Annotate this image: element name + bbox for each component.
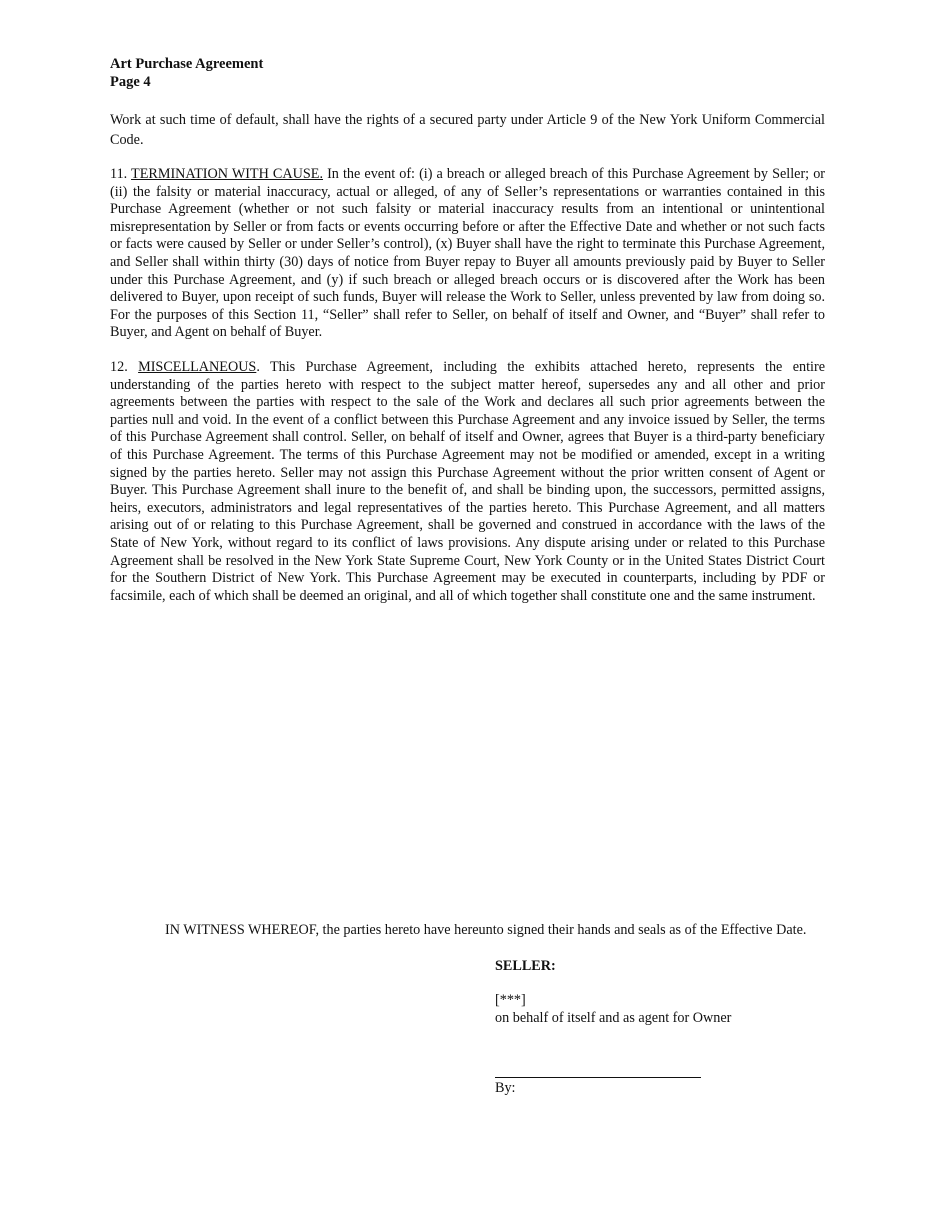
section-11-number: 11.: [110, 166, 132, 182]
page-header: [110, 55, 263, 91]
seller-label: SELLER:: [495, 958, 556, 974]
section-11-heading: TERMINATION WITH CAUSE.: [131, 166, 323, 182]
section-12-body: . This Purchase Agreement, including the exhibits attached hereto, represents the entire understanding of the parties hereto with respect to the subject matter hereof, supersedes any and all other and prior agreements between the parties with respect to the sale of the Work and declares all such prior agreements between the parties null and void. In the event of a conflict between this Purchase Agreement and any invoice issued by Seller, the terms of this Purchase Agreement shall control. Seller, on behalf of itself and Owner, agrees that Buyer is a third-party beneficiary of this Purchase Agreement. The terms of this Purchase Agreement may not be modified or amended, except in a writing signed by the parties hereto. Seller may not assign this Purchase Agreement without the prior written consent of Agent or Buyer. This Purchase Agreement shall inure to the benefit of, and shall be binding upon, the successors, permitted assigns, heirs, executors, administrators and legal representatives of the parties hereto. This Purchase Agreement, and all matters arising out of or relating to this Purchase Agreement, shall be governed and construed in accordance with the laws of the State of New York, without regard to its conflict of laws provisions. Any dispute arising under or related to this Purchase Agreement shall be resolved in the New York State Supreme Court, New York County or in the United States District Court for the Southern District of New York. This Purchase Agreement may be executed in counterparts, including by PDF or facsimile, each of which shall be deemed an original, and all of which together shall constitute one and the same instrument.: [110, 359, 825, 604]
section-12-number: 12.: [110, 359, 139, 375]
document-title: Art Purchase Agreement: [110, 56, 264, 72]
section-11-paragraph: [110, 166, 825, 342]
seller-capacity: on behalf of itself and as agent for Owner: [495, 1010, 732, 1026]
seller-name: [***]: [495, 992, 526, 1008]
section-11-body: In the event of: (i) a breach or alleged breach of this Purchase Agreement by Seller; or (ii) the falsity or material inaccuracy, actual or alleged, of any of Seller’s representations or warranties contained in this Purchase Agreement (whether or not such falsity or material inaccuracy results from an intentional or unintentional misrepresentation by Seller or from facts or events occurring before or after the Effective Date and whether or not such facts or facts were caused by Seller or under Seller’s control), (x) Buyer shall have the right to terminate this Purchase Agreement, and Seller shall within thirty (30) days of notice from Buyer repay to Buyer all amounts previously paid by Buyer to Seller under this Purchase Agreement, and (y) if such breach or alleged breach occurs or is discovered after the Work has been delivered to Buyer, upon receipt of such funds, Buyer will release the Work to Seller, unless prevented by law from doing so. For the purposes of this Section 11, “Seller” shall refer to Seller, on behalf of itself and Owner, and “Buyer” shall refer to Buyer, and Agent on behalf of Buyer.: [110, 166, 826, 341]
page-number: Page 4: [110, 74, 151, 90]
section-12-paragraph: [110, 359, 825, 605]
continuation-paragraph: Work at such time of default, shall have the rights of a secured party under Article 9 of the New York Uniform Commercial Code.: [110, 112, 825, 148]
section-12-heading: MISCELLANEOUS: [138, 359, 257, 375]
signature-by-label: By:: [495, 1080, 516, 1096]
signature-line: [495, 1077, 701, 1078]
witness-clause: IN WITNESS WHEREOF, the parties hereto have hereunto signed their hands and seals as of the Effective Date.: [165, 922, 807, 938]
